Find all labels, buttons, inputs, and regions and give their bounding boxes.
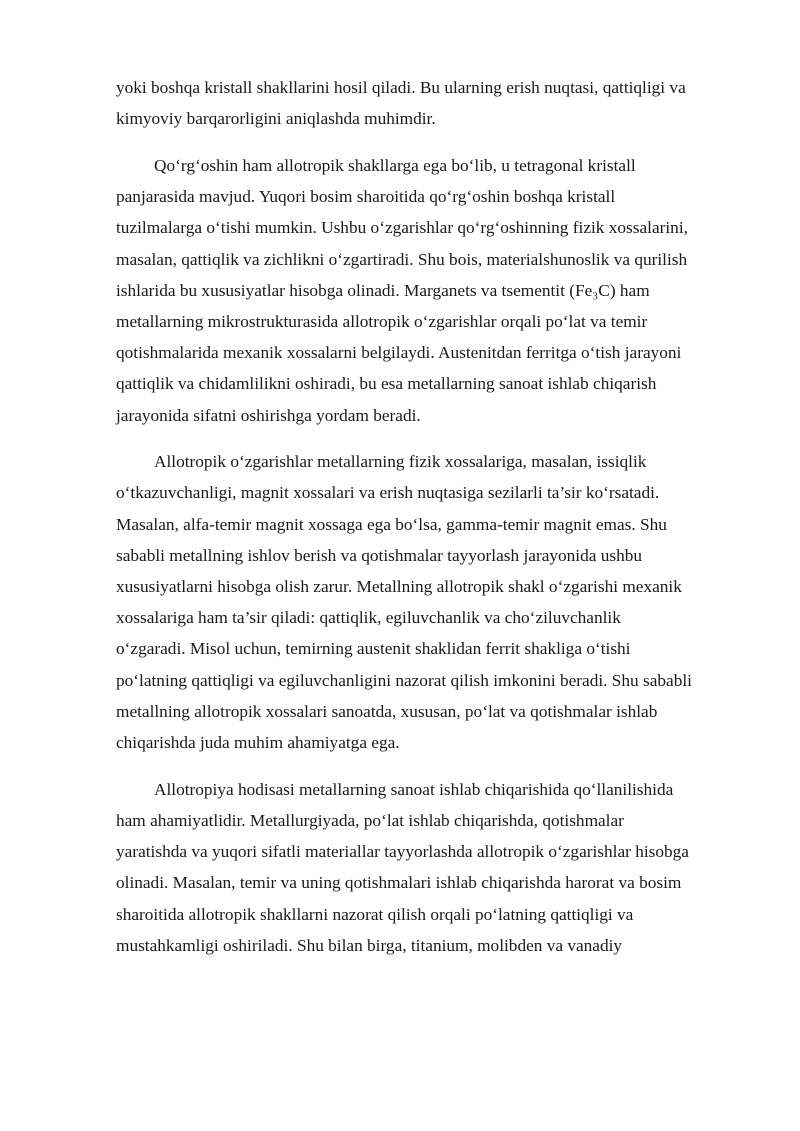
text-line: Allotropiya hodisasi metallarning sanoat ishlab chiqarishida qo‘llanilishida [154, 779, 674, 799]
text-line: sababli metallning ishlov berish va qotishmalar tayyorlash jarayonida ushbu [116, 545, 643, 565]
text-line: jarayonida sifatni oshirishga yordam beradi. [116, 405, 421, 425]
text-line: yoki boshqa kristall shakllarini hosil qiladi. Bu ularning erish nuqtasi, qattiqligi va [116, 78, 686, 97]
text-line: yaratishda va yuqori sifatli materiallar tayyorlashda allotropik o‘zgarishlar hisobga [116, 842, 689, 862]
text-line: ham ahamiyatlidir. Metallurgiyada, po‘lat ishlab chiqarishda, qotishmalar [116, 810, 624, 830]
text-line: sharoitida allotropik shakllarni nazorat qilish orqali po‘latning qattiqligi va [116, 904, 634, 924]
text-line: qattiqlik va chidamlilikni oshiradi, bu esa metallarning sanoat ishlab chiqarish [116, 374, 657, 394]
text-line: xususiyatlarni hisobga olish zarur. Metallning allotropik shakl o‘zgarishi mexanik [116, 577, 682, 597]
text-line: o‘zgaradi. Misol uchun, temirning austenit shaklidan ferrit shakliga o‘tishi [116, 639, 631, 659]
text-line: metallarning mikrostrukturasida allotropik o‘zgarishlar orqali po‘lat va temir [116, 311, 648, 331]
paragraph-1 [116, 72, 746, 134]
text-line: olinadi. Masalan, temir va uning qotishmalari ishlab chiqarishda harorat va bosim [116, 873, 682, 893]
text-line: panjarasida mavjud. Yuqori bosim sharoitida qo‘rg‘oshin boshqa kristall [116, 187, 616, 207]
body-text [116, 72, 746, 976]
text-line: kimyoviy barqarorligini aniqlashda muhimdir. [116, 109, 436, 129]
paragraph-4 [116, 774, 746, 961]
text-line: xossalariga ham ta’sir qiladi: qattiqlik, egiluvchanlik va cho‘ziluvchanlik [116, 608, 621, 628]
text-line: Qo‘rg‘oshin ham allotropik shakllarga ega bo‘lib, u tetragonal kristall [154, 155, 636, 175]
text-line: metallning allotropik xossalari sanoatda, xususan, po‘lat va qotishmalar ishlab [116, 701, 658, 721]
text-line: Masalan, alfa-temir magnit xossaga ega bo‘lsa, gamma-temir magnit emas. Shu [116, 514, 667, 534]
text-line: qotishmalarida mexanik xossalarni belgilaydi. Austenitdan ferritga o‘tish jarayoni [116, 343, 682, 363]
text-line: Allotropik o‘zgarishlar metallarning fizik xossalariga, masalan, issiqlik [154, 452, 647, 472]
paragraph-3 [116, 446, 746, 758]
text-line: ishlarida bu xususiyatlar hisobga olinadi. Marganets va tsementit (Fe₃C) ham [116, 280, 650, 300]
text-line: o‘tkazuvchanligi, magnit xossalari va erish nuqtasiga sezilarli ta’sir ko‘rsatadi. [116, 483, 660, 503]
text-line: tuzilmalarga o‘tishi mumkin. Ushbu o‘zgarishlar qo‘rg‘oshinning fizik xossalarini, [116, 218, 688, 238]
text-line: po‘latning qattiqligi va egiluvchanligini nazorat qilish imkonini beradi. Shu sababli [116, 670, 692, 690]
text-line: masalan, qattiqlik va zichlikni o‘zgartiradi. Shu bois, materialshunoslik va qurilish [116, 249, 688, 269]
text-line: chiqarishda juda muhim ahamiyatga ega. [116, 733, 400, 753]
text-line: mustahkamligi oshiriladi. Shu bilan birga, titanium, molibden va vanadiy [116, 935, 623, 955]
paragraph-2 [116, 150, 746, 431]
